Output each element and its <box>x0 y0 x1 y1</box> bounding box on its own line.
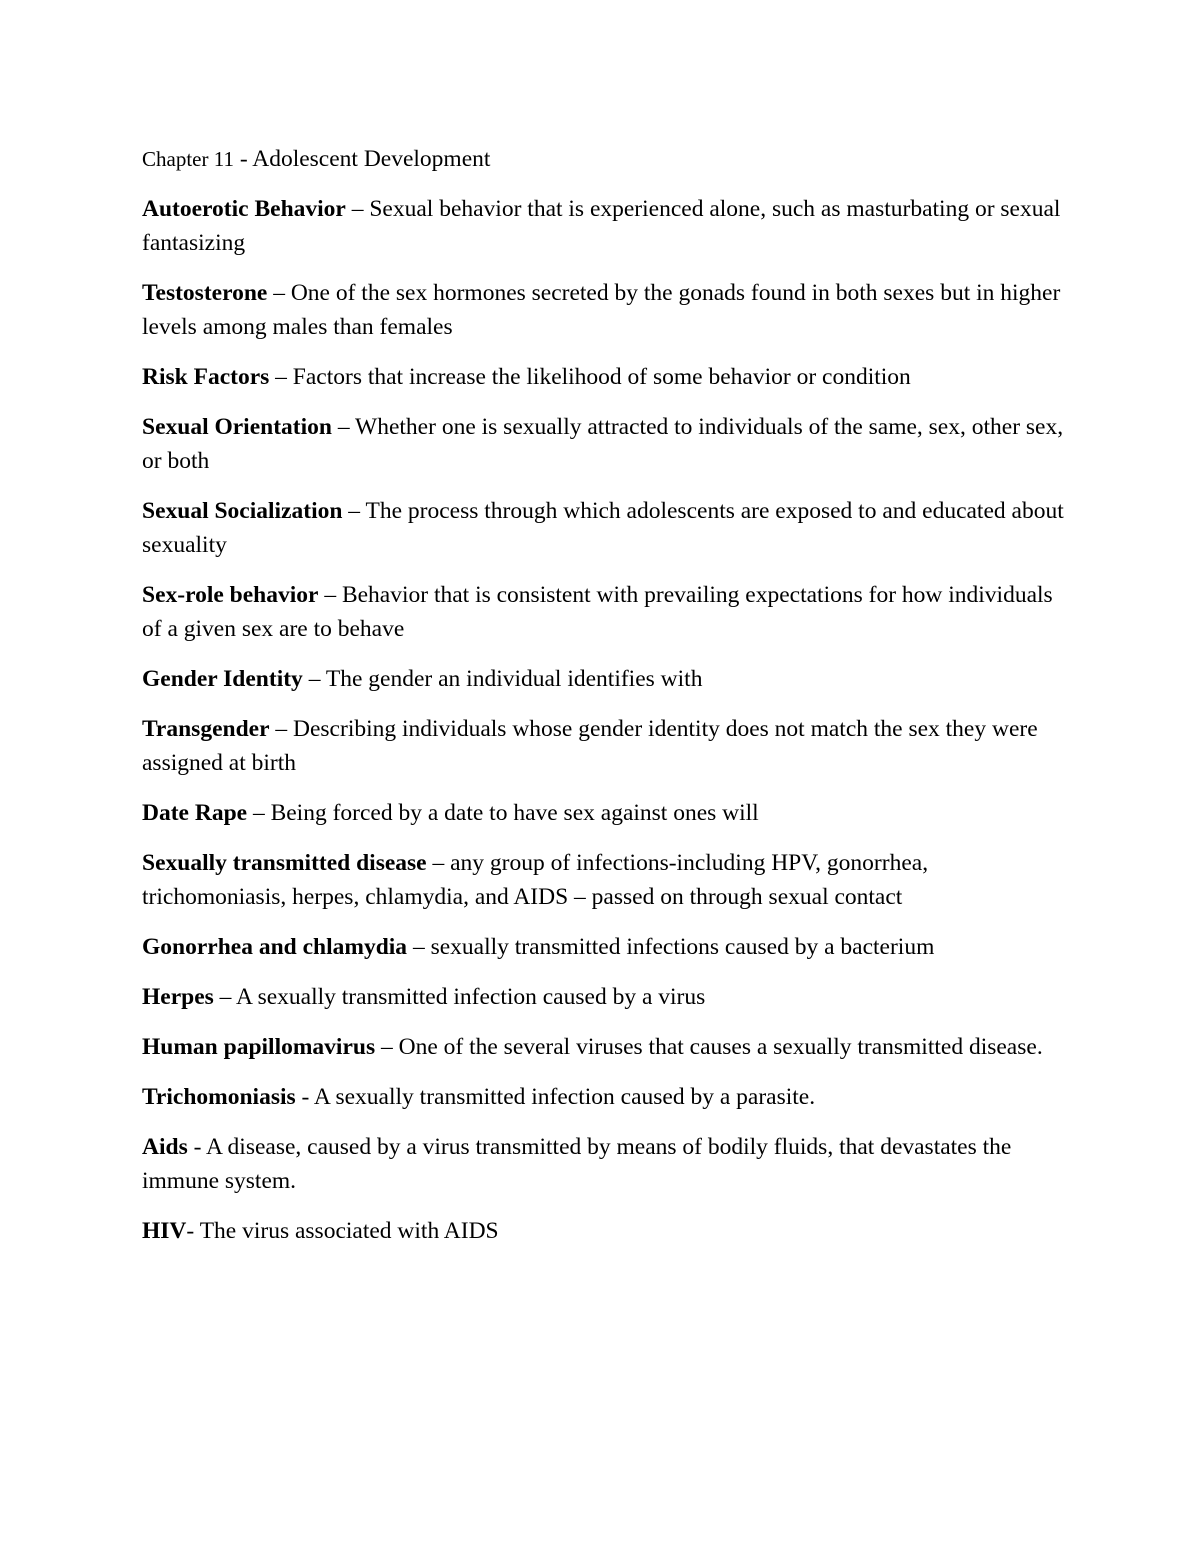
glossary-definition: any group of infections-including HPV, gonorrhea, trichomoniasis, herpes, chlamydia, and AIDS – passed on through sexual contact <box>142 850 929 910</box>
glossary-separator: – <box>269 364 293 390</box>
glossary-definition: Sexual behavior that is experienced alone, such as masturbating or sexual fantasizing <box>142 196 1061 256</box>
glossary-entry <box>142 192 1072 260</box>
glossary-entry <box>142 1214 1072 1248</box>
glossary-definition: A sexually transmitted infection caused by a virus <box>236 984 706 1010</box>
glossary-term: Gender Identity <box>142 666 303 692</box>
glossary-separator: – <box>213 984 237 1010</box>
glossary-definition: A disease, caused by a virus transmitted by means of bodily fluids, that devastates the immune system. <box>142 1134 1012 1194</box>
glossary-entry <box>142 1130 1072 1198</box>
glossary-separator: – <box>345 196 370 222</box>
chapter-label: Chapter 11 <box>142 147 234 171</box>
glossary-separator: - <box>295 1084 314 1110</box>
glossary-term: Sexually transmitted disease <box>142 850 427 876</box>
glossary-separator: – <box>318 582 342 608</box>
glossary-entry <box>142 276 1072 344</box>
glossary-separator: – <box>342 498 366 524</box>
glossary-term: Human papillomavirus <box>142 1034 376 1060</box>
glossary-entry <box>142 796 1072 830</box>
glossary-term: Sex-role behavior <box>142 582 319 608</box>
glossary-definition: sexually transmitted infections caused by a bacterium <box>430 934 935 960</box>
chapter-name: Adolescent Development <box>252 146 491 172</box>
glossary-entry <box>142 578 1072 646</box>
glossary-definition: One of the sex hormones secreted by the gonads found in both sexes but in higher levels among males than females <box>142 280 1061 340</box>
glossary-separator: – <box>426 850 451 876</box>
glossary-entry <box>142 410 1072 478</box>
glossary-entry <box>142 360 1072 394</box>
glossary-term: HIV <box>142 1218 187 1244</box>
glossary-list <box>142 192 1072 1248</box>
glossary-entry <box>142 1030 1072 1064</box>
glossary-entry <box>142 980 1072 1014</box>
glossary-separator: – <box>302 666 326 692</box>
glossary-term: Risk Factors <box>142 364 270 390</box>
glossary-term: Autoerotic Behavior <box>142 196 346 222</box>
glossary-separator: - <box>187 1134 206 1160</box>
glossary-term: Sexual Orientation <box>142 414 332 440</box>
chapter-separator: - <box>233 146 253 172</box>
glossary-definition: Whether one is sexually attracted to individuals of the same, sex, other sex, or both <box>142 414 1064 474</box>
glossary-term: Sexual Socialization <box>142 498 343 524</box>
glossary-separator: – <box>331 414 356 440</box>
glossary-term: Aids <box>142 1134 188 1160</box>
glossary-separator: – <box>407 934 431 960</box>
glossary-definition: A sexually transmitted infection caused by a parasite. <box>313 1084 816 1110</box>
glossary-definition: Behavior that is consistent with prevailing expectations for how individuals of a given sex are to behave <box>142 582 1053 642</box>
glossary-term: Testosterone <box>142 280 268 306</box>
glossary-entry <box>142 712 1072 780</box>
chapter-title <box>142 142 1072 176</box>
glossary-definition: Being forced by a date to have sex against ones will <box>270 800 759 826</box>
glossary-definition: Describing individuals whose gender identity does not match the sex they were assigned at birth <box>142 716 1038 776</box>
glossary-term: Gonorrhea and chlamydia <box>142 934 408 960</box>
glossary-entry <box>142 1080 1072 1114</box>
glossary-entry <box>142 846 1072 914</box>
glossary-separator: – <box>267 280 291 306</box>
glossary-definition: The virus associated with AIDS <box>199 1218 499 1244</box>
glossary-entry <box>142 494 1072 562</box>
glossary-definition: The gender an individual identifies with <box>325 666 703 692</box>
glossary-term: Date Rape <box>142 800 248 826</box>
glossary-entry <box>142 662 1072 696</box>
glossary-separator: – <box>375 1034 399 1060</box>
glossary-term: Trichomoniasis <box>142 1084 296 1110</box>
glossary-separator: – <box>247 800 271 826</box>
glossary-definition: The process through which adolescents are exposed to and educated about sexuality <box>142 498 1064 558</box>
glossary-entry <box>142 930 1072 964</box>
glossary-definition: One of the several viruses that causes a sexually transmitted disease. <box>398 1034 1043 1060</box>
glossary-term: Herpes <box>142 984 214 1010</box>
glossary-definition: Factors that increase the likelihood of some behavior or condition <box>292 364 911 390</box>
glossary-separator: - <box>186 1218 200 1244</box>
glossary-term: Transgender <box>142 716 270 742</box>
glossary-separator: – <box>269 716 294 742</box>
document-page <box>142 142 1072 1264</box>
